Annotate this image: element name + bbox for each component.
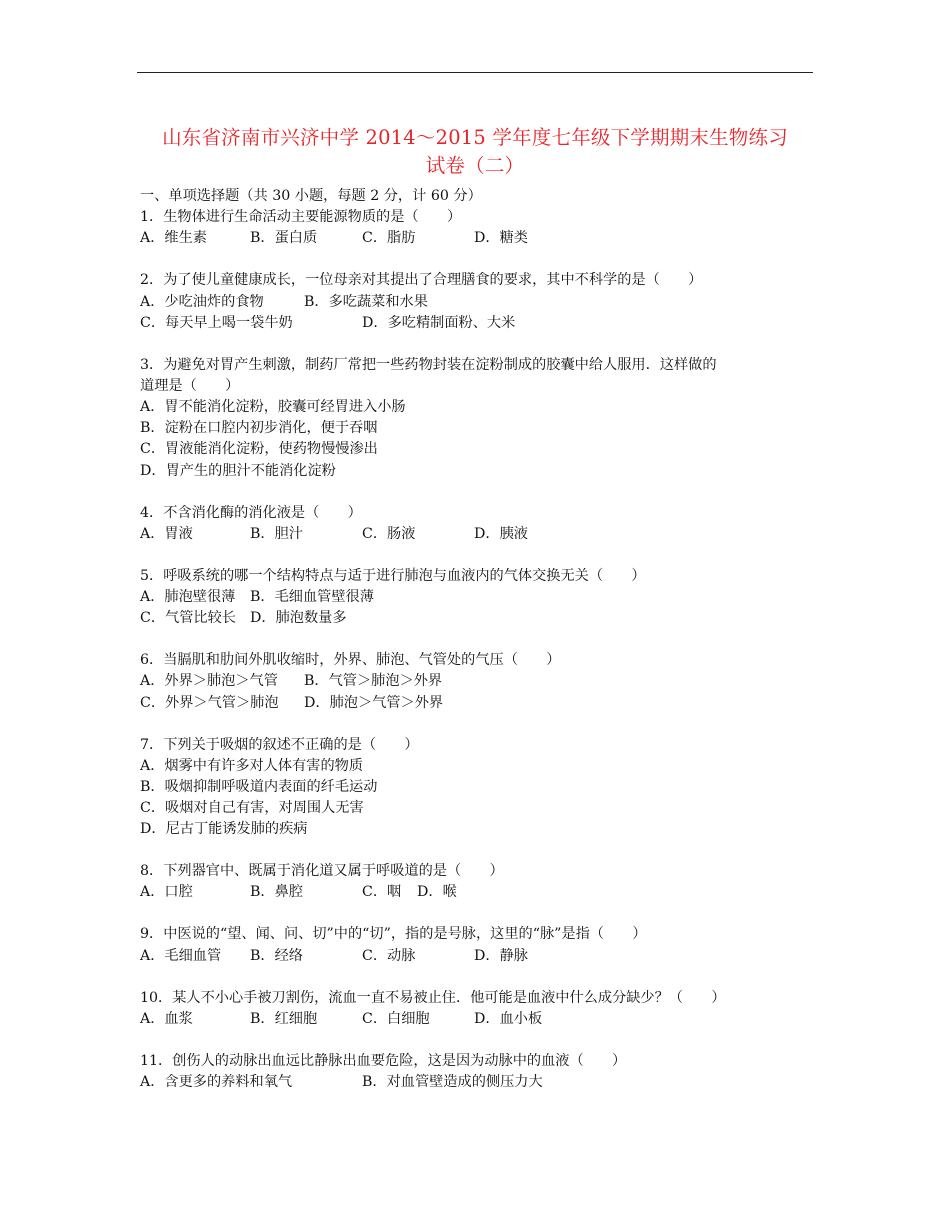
answer-option[interactable]: B．胆汁 [250, 525, 303, 542]
answer-option[interactable]: B．吸烟抑制呼吸道内表面的纤毛运动 [140, 778, 378, 795]
answer-option[interactable]: A．口腔 [140, 884, 193, 901]
answer-option[interactable]: A．含更多的养料和氧气 [140, 1073, 293, 1090]
question-stem: 2．为了使儿童健康成长，一位母亲对其提出了合理膳食的要求，其中不科学的是（ ） [140, 272, 703, 289]
answer-option[interactable]: A．胃不能消化淀粉，胶囊可经胃进入小肠 [140, 399, 406, 416]
question-item [140, 1051, 820, 1093]
option-row [140, 461, 820, 482]
answer-option[interactable]: C．动脉 [362, 947, 416, 964]
answer-option[interactable]: C．吸烟对自己有害，对周围人无害 [140, 800, 364, 817]
question-stem: 3．为避免对胃产生刺激，制药厂常把一些药物封装在淀粉制成的胶囊中给人服用．这样做的 [140, 356, 717, 373]
question-item [140, 207, 820, 249]
header-rule [137, 72, 813, 73]
answer-option[interactable]: B．鼻腔 [250, 884, 303, 901]
question-item [140, 924, 820, 966]
question-item [140, 270, 820, 334]
option-row [140, 587, 820, 608]
option-row [140, 693, 820, 714]
answer-option[interactable]: D．静脉 [474, 947, 528, 964]
option-row [140, 313, 820, 334]
answer-option[interactable]: D．喉 [417, 884, 457, 901]
answer-option[interactable]: D．多吃精制面粉、大米 [362, 314, 516, 331]
option-row [140, 228, 820, 249]
answer-option[interactable]: C．肠液 [362, 525, 416, 542]
answer-option[interactable]: D．血小板 [474, 1010, 543, 1027]
answer-option[interactable]: C．气管比较长 [140, 610, 236, 627]
answer-option[interactable]: B．毛细血管壁很薄 [250, 589, 374, 605]
exam-title [120, 124, 830, 180]
answer-option[interactable]: C．胃液能消化淀粉，使药物慢慢渗出 [140, 441, 378, 458]
question-item [140, 355, 820, 482]
option-row [140, 882, 820, 903]
option-row [140, 777, 820, 798]
title-line-2: 试卷（二） [425, 154, 525, 177]
question-stem: 5．呼吸系统的哪一个结构特点与适于进行肺泡与血液内的气体交换无关（ ） [140, 567, 646, 584]
answer-option[interactable]: C．外界＞气管＞肺泡 [140, 694, 279, 711]
answer-option[interactable]: D．胃产生的胆汁不能消化淀粉 [140, 462, 336, 479]
option-row [140, 946, 820, 967]
question-item [140, 650, 820, 714]
question-stem: 10．某人不小心手被刀割伤，流血一直不易被止住．他可能是血液中什么成分缺少？（ ） [140, 989, 726, 1006]
answer-option[interactable]: A．少吃油炸的食物 [140, 293, 264, 310]
question-stem: 4．不含消化酶的消化液是（ ） [140, 504, 362, 521]
answer-option[interactable]: A．血浆 [140, 1010, 193, 1027]
answer-option[interactable]: A．外界＞肺泡＞气管 [140, 673, 278, 690]
question-stem: 6．当膈肌和肋间外肌收缩时，外界、肺泡、气管处的气压（ ） [140, 652, 561, 669]
answer-option[interactable]: A．胃液 [140, 525, 193, 542]
option-row [140, 819, 820, 840]
answer-option[interactable]: B．多吃蔬菜和水果 [304, 293, 428, 310]
option-row [140, 1072, 820, 1093]
question-stem: 9．中医说的“望、闻、问、切”中的“切”，指的是号脉，这里的“脉”是指（ ） [140, 926, 647, 943]
answer-option[interactable]: B．气管＞肺泡＞外界 [304, 673, 443, 690]
option-row [140, 1009, 820, 1030]
answer-option[interactable]: D．胰液 [474, 525, 528, 542]
answer-option[interactable]: A．烟雾中有许多对人体有害的物质 [140, 757, 364, 774]
answer-option[interactable]: D．尼古丁能诱发肺的疾病 [140, 821, 308, 838]
answer-option[interactable]: A．维生素 [140, 230, 207, 247]
answer-option[interactable]: D．糖类 [474, 230, 528, 247]
answer-option[interactable]: D．肺泡数量多 [250, 610, 347, 627]
answer-option[interactable]: C．脂肪 [362, 230, 416, 247]
answer-option[interactable]: B．淀粉在口腔内初步消化，便于吞咽 [140, 420, 378, 437]
exam-content [140, 186, 820, 1114]
option-row [140, 798, 820, 819]
title-line-1: 山东省济南市兴济中学 2014～2015 学年度七年级下学期期末生物练习 [162, 126, 788, 149]
option-row [140, 524, 820, 545]
answer-option[interactable]: B．蛋白质 [250, 230, 318, 247]
option-row [140, 756, 820, 777]
question-item [140, 503, 820, 545]
option-row [140, 418, 820, 439]
answer-option[interactable]: C．白细胞 [362, 1010, 430, 1027]
answer-option[interactable]: C．每天早上喝一袋牛奶 [140, 314, 293, 331]
answer-option[interactable]: B．经络 [250, 947, 303, 964]
answer-option[interactable]: D．肺泡＞气管＞外界 [304, 694, 444, 711]
question-item [140, 861, 820, 903]
question-stem: 道理是（ ） [140, 377, 240, 394]
option-row [140, 397, 820, 418]
answer-option[interactable]: C．咽 [362, 884, 402, 901]
answer-option[interactable]: A．肺泡壁很薄 [140, 589, 236, 605]
question-list [140, 207, 820, 1093]
question-item [140, 566, 820, 630]
question-item [140, 735, 820, 841]
section-heading: 一、单项选择题（共 30 小题，每题 2 分，计 60 分） [140, 188, 482, 204]
question-item [140, 988, 820, 1030]
option-row [140, 292, 820, 313]
option-row [140, 671, 820, 692]
answer-option[interactable]: B．红细胞 [250, 1010, 318, 1027]
answer-option[interactable]: A．毛细血管 [140, 947, 222, 964]
option-row [140, 439, 820, 460]
question-stem: 11．创伤人的动脉出血远比静脉出血要危险，这是因为动脉中的血液（ ） [140, 1052, 627, 1069]
question-stem: 1．生物体进行生命活动主要能源物质的是（ ） [140, 209, 462, 226]
option-row [140, 608, 820, 629]
question-stem: 7．下列关于吸烟的叙述不正确的是（ ） [140, 736, 419, 753]
question-stem: 8．下列器官中、既属于消化道又属于呼吸道的是（ ） [140, 863, 504, 880]
answer-option[interactable]: B．对血管壁造成的侧压力大 [362, 1073, 543, 1090]
